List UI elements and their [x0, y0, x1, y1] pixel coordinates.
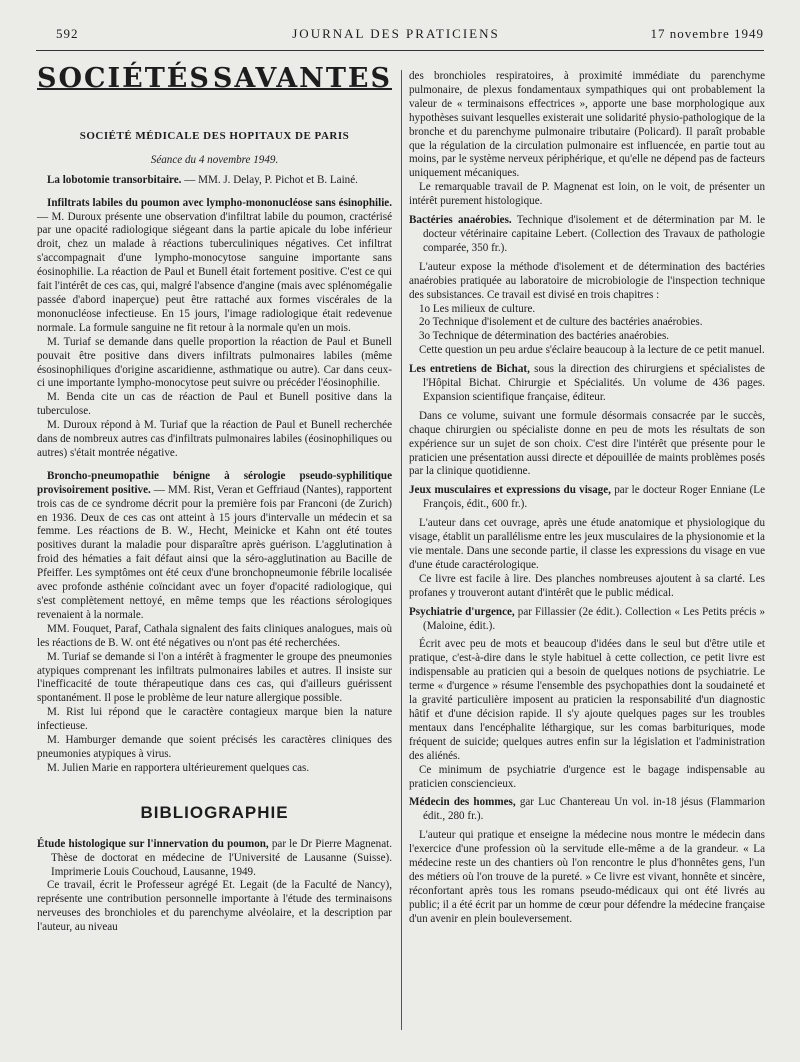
review-ref: sous la direction des chirurgiens et spécialistes de l'Hôpital Bichat. Chirurgie et Spécialités. Un volume de 436 pages. Expansion scientifique française, éditeur.: [423, 363, 765, 403]
paragraph: L'auteur qui pratique et enseigne la médecine nous montre le médecin dans l'exercice d'une profession où la servitude elle-même a de la grandeur. « La médecine reste un des chantiers où l'on rencontre le plus d'honnêtes gens, l'un des métiers où l'on trouve de la pureté. » Ce livre est vivant, honnête et sincère, réconfortant après tous les romans pseudo-médicaux qui ont été livrés au public; il a été écrit par un homme de cœur pour défendre la médecine française d'un avenir en plein bouleversement.: [409, 829, 765, 925]
paragraph: M. Rist lui répond que le caractère contagieux marque bien la nature infectieuse.: [37, 706, 392, 733]
review-bacteries: [409, 214, 765, 256]
article-text: — MM. Rist, Veran et Geffriaud (Nantes), rapportent trois cas de ce syndrome décrit pour la première fois par Franconi (de Zurich) en 1936. Deux de ces cas ont atteint à 15 jours d'intervalle un médecin et sa femme. Les réactions de B. W., Hecht, Meinicke et Kahn ont été toutes positives durant la maladie pour disparaître après guérison. L'agglutination à froid des hématies a fait défaut ainsi que la séro-agglutination au Bacille de Pfeiffer. Les symptômes ont été ceux d'une bronchopneumonie fébrile localisée avec profonde asthénie coïncidant avec un foyer d'opacité radiologique, qui s'est complètement nettoyé, en même temps que les réactions sérologiques revenaient à la normale.: [37, 483, 392, 621]
page-number: 592: [56, 26, 79, 41]
review-ref: Technique d'isolement et de détermination par M. le docteur vétérinaire capitaine Lebert. (Collection des Travaux de pathologie comparée, 350 fr.).: [423, 214, 766, 254]
article-lobotomie: [37, 174, 392, 188]
paragraph: Écrit avec peu de mots et beaucoup d'idées dans le seul but d'être utile et pratique, c'est-à-dire dans le style habituel à cette collection, ce petit livre est indispensable au praticien qui a besoin de quelques notions de psychiatrie. Le terme « d'urgence » résume l'ensemble des psychopathies dont la soudaineté et la gravité particulière imposent au praticien la responsabilité d'un diagnostic hâtif et d'une décision rapide. Il s'y ajoute quelques pages sur les troubles mentaux dans l'encéphalite léthargique, sur les comas barbituriques, mode fréquent de suicide; quelques autres enfin sur la législation et l'administration des aliénés.: [409, 638, 765, 762]
paragraph: Ce livre est facile à lire. Des planches nombreuses ajoutent à sa clarté. Les profanes y trouveront autant d'intérêt que le public médical.: [409, 572, 765, 599]
section-title: [37, 63, 392, 94]
article-title: Broncho-pneumopathie bénigne à sérologie pseudo-syphilitique provisoirement positive.: [37, 469, 392, 496]
review-etude: [37, 838, 392, 880]
review-title: Bactéries anaérobies.: [409, 214, 512, 227]
review-title: Psychiatrie d'urgence,: [409, 605, 515, 618]
paragraph: M. Duroux répond à M. Turiaf que la réaction de Paul et Bunell recherchée dans de nombreux autres cas d'infiltrats pulmonaires labiles (éosinophiliques ou autres) s'était montrée négative.: [37, 419, 392, 459]
paragraph: Cette question un peu ardue s'éclaire beaucoup à la lecture de ce petit manuel.: [419, 344, 765, 357]
review-ref: par le docteur Roger Enniane (Le François, édit., 600 fr.).: [423, 484, 765, 511]
chapter-item: 2o Technique d'isolement et de culture des bactéries anaérobies.: [419, 316, 703, 329]
review-bichat: [409, 363, 765, 405]
session-date: Séance du 4 novembre 1949.: [150, 153, 279, 166]
society-title: SOCIÉTÉ MÉDICALE DES HOPITAUX DE PARIS: [79, 129, 350, 142]
review-title: Jeux musculaires et expressions du visage,: [409, 484, 611, 497]
article-broncho: [37, 470, 392, 623]
section-title-word-2: SAVANTES: [212, 63, 392, 94]
paragraph: L'auteur dans cet ouvrage, après une étude anatomique et physiologique du visage, établit un parallélisme entre les jeux musculaires de la physionomie et la vie mentale. Dans une seconde partie, il classe les expressions du visage en vue d'une étude caractérologique.: [409, 517, 765, 571]
paragraph: L'auteur expose la méthode d'isolement et de détermination des bactéries anaérobies pratiquée au laboratoire de microbiologie de l'inspection technique des subsistances. Ce travail est divisé en trois chapitres :: [409, 260, 765, 301]
paragraph: M. Benda cite un cas de réaction de Paul et Bunell positive dans la tuberculose.: [37, 391, 392, 418]
header-rule: [36, 50, 764, 51]
chapter-item: 3o Technique de détermination des bactéries anaérobies.: [419, 330, 670, 343]
left-column: [37, 63, 392, 935]
article-text: — M. Duroux présente une observation d'infiltrat labile du poumon, cractérisé par une opacité radiologique siégeant dans la partie apicale du lobe inférieur droit, chez un malade à réactions tuberculiniques négatives. Cet infiltrat s'accompagnait d'une lympho-monocytose sanguine importante sans éosinophilie. La réaction de Paul et Bunell était fortement positive. C'est ce qui fait l'intérêt de ces cas, qui, malgré l'absence d'angine (mais avec splénomégalie passée d'abord inaperçue) peut être rattaché aux formes viscérales de la mononucléose infectieuse. En 15 jours, l'image radiologique était redevenue normale. La formule sanguine ne fit retour à la normale qu'en un mois.: [37, 210, 392, 334]
article-title: La lobotomie transorbitaire.: [47, 173, 182, 186]
article-title: Infiltrats labiles du poumon avec lympho-mononucléose sans ésinophilie.: [47, 196, 392, 209]
chapter-item: 1o Les milieux de culture.: [419, 302, 536, 315]
journal-title: JOURNAL DES PRATICIENS: [292, 26, 500, 41]
issue-date: 17 novembre 1949: [650, 26, 764, 41]
review-title: Les entretiens de Bichat,: [409, 363, 530, 376]
review-psychiatrie: [409, 606, 765, 634]
review-ref: par Fillassier (2e édit.). Collection « Les Petits précis » (Maloine, édit.).: [423, 605, 766, 632]
right-column: [409, 70, 765, 927]
section-title-word-1: SOCIÉTÉS: [37, 63, 211, 94]
paragraph: M. Turiaf se demande si l'on a intérêt à fragmenter le groupe des pneumonies atypiques comprenant les infiltrats pulmonaires labiles et autres. Il insiste sur l'inefficacité de toute thérapeutique dans ces cas, qui d'ailleurs guérissent spontanément. Il pose le problème de leur nature allergique possible.: [37, 650, 392, 705]
paragraph: MM. Fouquet, Paraf, Cathala signalent des faits cliniques analogues, mais où les réactions de B. W. ont été négatives ou n'ont pas été recherchées.: [37, 622, 392, 649]
paragraph: M. Hamburger demande que soient précisés les caractères cliniques des pneumonies atypiques à virus.: [37, 734, 392, 760]
paragraph: Le remarquable travail de P. Magnenat est loin, on le voit, de présenter un intérêt purement histologique.: [409, 181, 765, 208]
column-divider: [401, 70, 402, 1030]
review-ref: par le Dr Pierre Magnenat. Thèse de doctorat en médecine de l'Université de Lausanne (Suisse). Imprimerie Louis Couchoud, Lausanne, 1949.: [51, 837, 392, 878]
paragraph: M. Julien Marie en rapportera ultérieurement quelques cas.: [47, 761, 310, 774]
review-title: Étude histologique sur l'innervation du poumon,: [37, 837, 269, 850]
review-title: Médecin des hommes,: [409, 796, 516, 809]
paragraph: Ce minimum de psychiatrie d'urgence est le bagage indispensable au praticien consciencieux.: [409, 763, 765, 790]
bibliography-heading: BIBLIOGRAPHIE: [140, 802, 289, 822]
paragraph: Dans ce volume, suivant une formule désormais consacrée par le succès, chaque chirurgien ou spécialiste donne en peu de mots les résultats de son expérience sur un sujet de son choix. C'est dire l'intérêt que présente pour le praticien une présentation aussi directe et dépouillée de maints problèmes posés par la clinique quotidienne.: [409, 409, 765, 478]
paragraph: Ce travail, écrit le Professeur agrégé Et. Legait (de la Faculté de Nancy), représente une contribution personnelle importante à l'étude des terminaisons nerveuses des bronchioles et du parenchyme alvéolaire, et la description par l'auteur, au niveau: [37, 879, 392, 934]
article-infiltrats: [37, 197, 392, 336]
review-jeux: [409, 484, 765, 512]
review-ref: gar Luc Chantereau Un vol. in-18 jésus (Flammarion édit., 280 fr.).: [423, 796, 765, 823]
paragraph: des bronchioles respiratoires, à proximité immédiate du parenchyme pulmonaire, de plexus fondamentaux sympathiques qui ont probablement la valeur de « terminaisons effectrices », apporte une base morphologique aux hypothèses suivant lesquelles existerait une solidarité physio-pathologique de la bronche et du parenchyme pulmonaire tributaire (Policard). Il paraît probable que la régulation de la circulation pulmonaire est influencée, en partie tout au moins, par le système nerveux périphérique, et qu'elle ne dépend pas de facteurs uniquement mécaniques.: [409, 70, 765, 180]
paragraph: M. Turiaf se demande dans quelle proportion la réaction de Paul et Bunell pouvait être positive dans divers infiltrats pulmonaires labiles (même ésosinophiliques d'origine ascaridienne, asthmatique ou autre). Car dans ceux-ci une importante lympho-monocytose peut suivre ou précéder l'éosinophilie.: [37, 335, 392, 390]
running-header: [28, 26, 764, 48]
review-medecin: [409, 796, 765, 824]
article-text: — MM. J. Delay, P. Pichot et B. Lainé.: [181, 173, 358, 186]
